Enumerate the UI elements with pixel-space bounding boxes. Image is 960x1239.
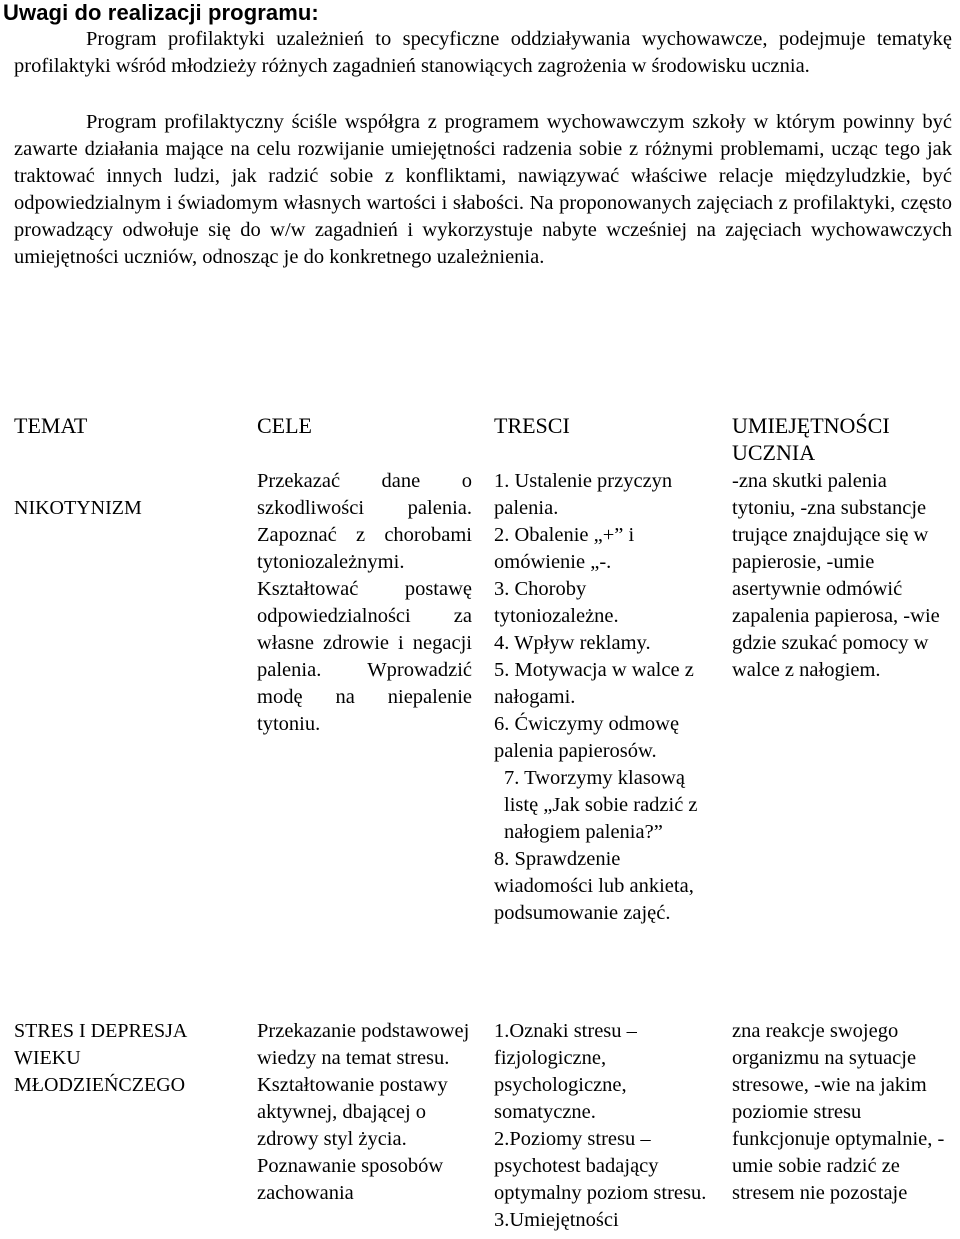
- content-item: 4. Wpływ reklamy.: [494, 632, 651, 654]
- content-item: 5. Motywacja w walce z nałogami.: [494, 659, 694, 708]
- header-temat: TEMAT: [14, 413, 88, 438]
- skills-cell: zna reakcje swojego organizmu na sytuacje stresowe, -wie na jakim poziomie stresu funkcjonuje optymalnie, -umie sobie radzić ze stresem nie pozostaje: [732, 1020, 945, 1204]
- topic-cell: STRES I DEPRESJA WIEKU MŁODZIEŃCZEGO: [14, 1020, 187, 1096]
- content-cell: [494, 1018, 714, 1234]
- program-paragraph: Program profilaktyczny ściśle współgra z programem wychowawczym szkoły w którym powinny być zawarte działania mające na celu rozwijanie umiejętności radzenia sobie z różnymi problemami, ucząc tego jak traktować innych ludzi, jak radzić sobie z konfliktami, nawiązywać właściwe relacje międzyludzkie, być odpowiedzialnym i świadomym własnych wartości i słabości. Na proponowanych zajęciach z profilaktyki, często prowadzący odwołuje się do w/w zagadnień i wykorzystuje nabyte wcześniej na zajęciach wychowawczych umiejętności uczniów, odnosząc je do konkretnego uzależnienia.: [14, 111, 952, 268]
- content-item: 1.Oznaki stresu – fizjologiczne, psychologiczne, somatyczne.: [494, 1020, 637, 1123]
- header-cele: CELE: [257, 413, 312, 438]
- content-item: 2.Poziomy stresu – psychotest badający optymalny poziom stresu. 3.Umiejętności: [494, 1128, 707, 1231]
- content-cell: [494, 468, 714, 927]
- content-item: 3. Choroby tytoniozależne.: [494, 578, 619, 627]
- section-heading: Uwagi do realizacji programu:: [3, 0, 319, 25]
- goals-cell: Przekazanie podstawowej wiedzy na temat stresu. Kształtowanie postawy aktywnej, dbającej o zdrowy styl życia. Poznawanie sposobów zachowania: [257, 1020, 470, 1204]
- intro-paragraph: Program profilaktyki uzależnień to specyficzne oddziaływania wychowawcze, podejmuje tematykę profilaktyki wśród młodzieży różnych zagadnień stanowiących zagrożenia w środowisku ucznia.: [14, 28, 952, 77]
- header-umiejetnosci: UMIEJĘTNOŚCI UCZNIA: [732, 413, 890, 465]
- skills-cell: -zna skutki palenia tytoniu, -zna substancje trujące znajdujące się w papierosie, -umie asertywnie odmówić zapalenia papierosa, -wie gdzie szukać pomocy w walce z nałogiem.: [732, 470, 940, 681]
- topic-cell: NIKOTYNIZM: [14, 497, 142, 519]
- content-item: 1. Ustalenie przyczyn palenia.: [494, 470, 673, 519]
- content-item: 2. Obalenie „+” i omówienie „-.: [494, 524, 635, 573]
- goals-cell: Przekazać dane o szkodliwości palenia. Zapoznać z chorobami tytoniozależnymi. Kształtować postawę odpowiedzialności za własne zdrowie i negacji palenia. Wprowadzić modę na niepalenie tytoniu.: [257, 470, 472, 735]
- header-tresci: TRESCI: [494, 413, 570, 438]
- content-item: 7. Tworzymy klasową listę „Jak sobie radzić z nałogiem palenia?”: [504, 767, 698, 843]
- content-item: 8. Sprawdzenie wiadomości lub ankieta, podsumowanie zajęć.: [494, 848, 694, 924]
- content-item: 6. Ćwiczymy odmowę palenia papierosów.: [494, 713, 680, 762]
